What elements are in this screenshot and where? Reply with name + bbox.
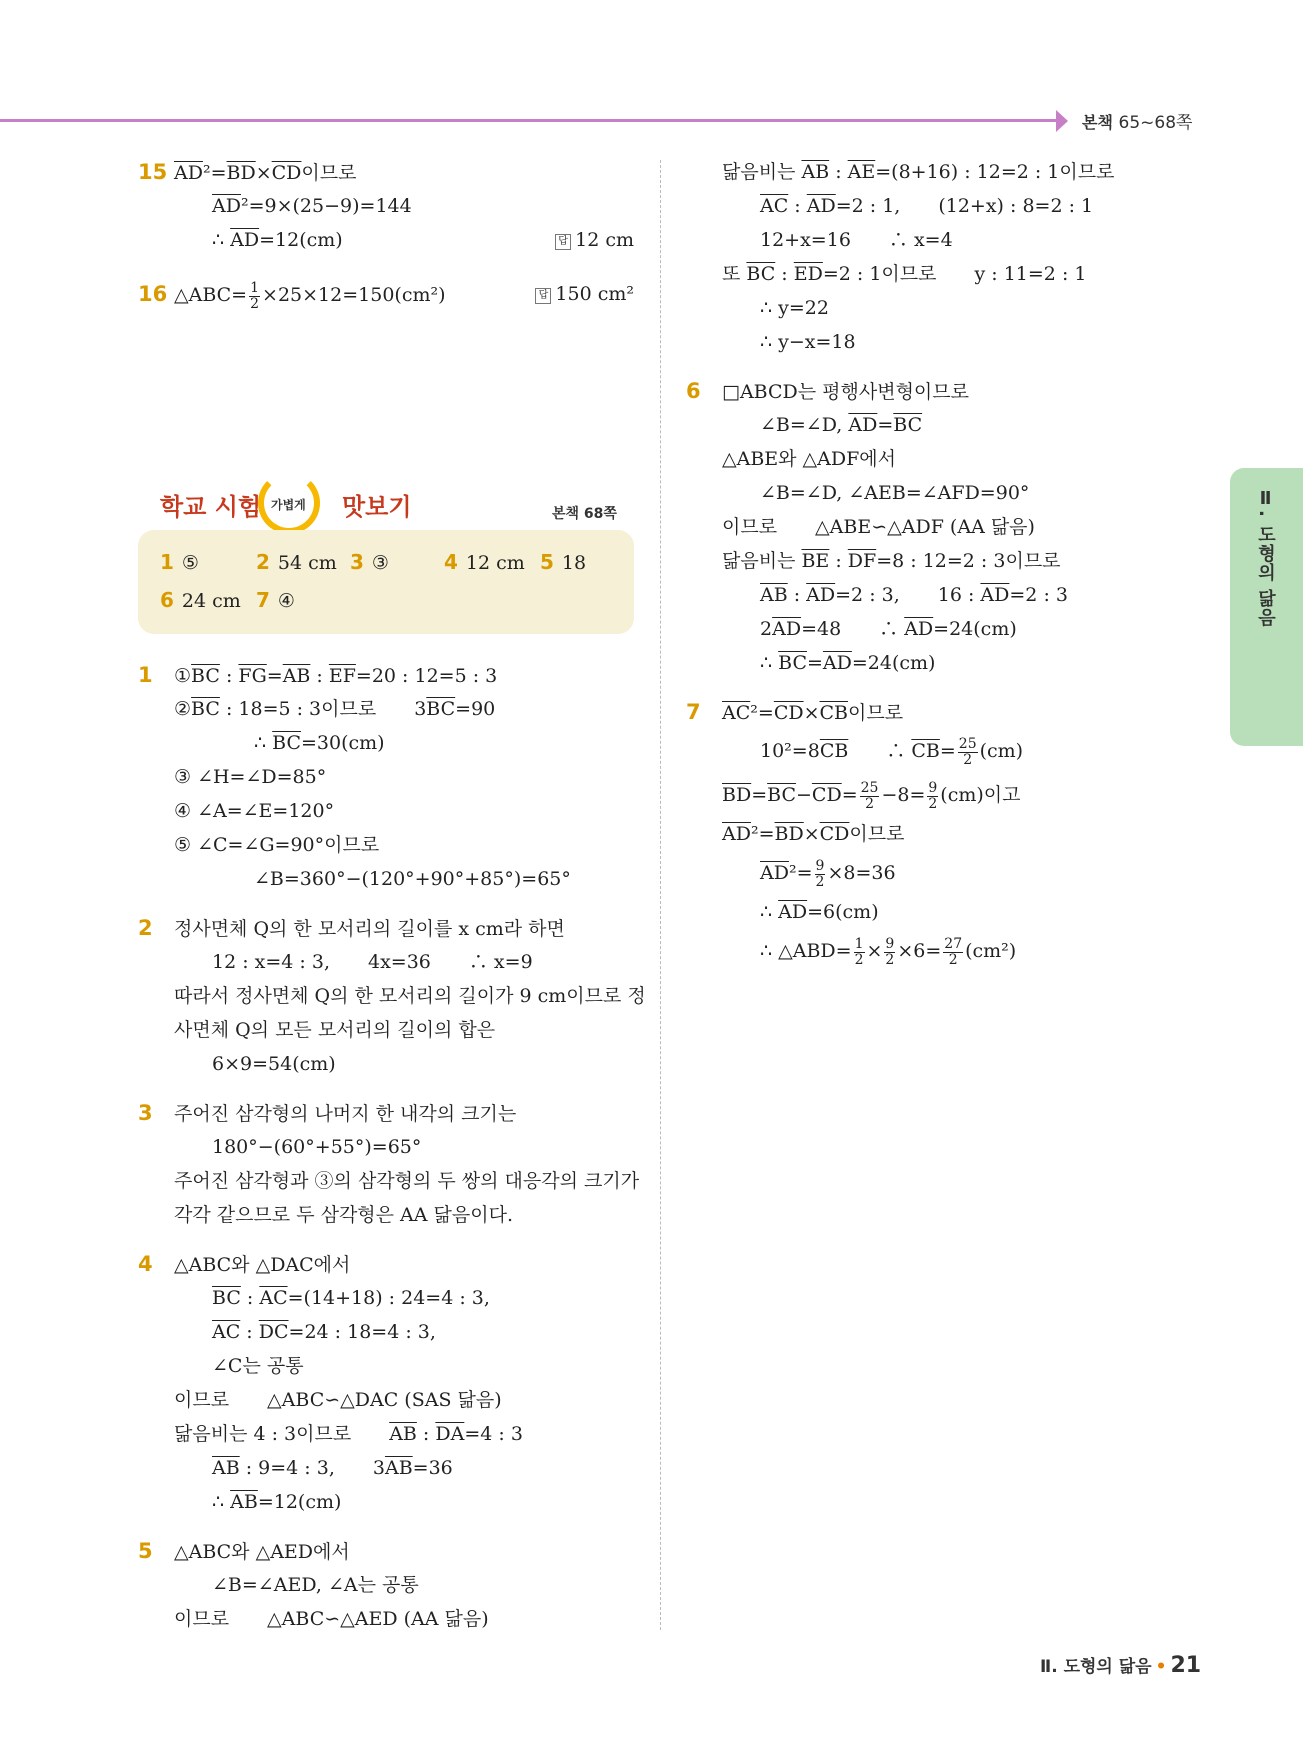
q1-line6: ⑤ ∠C=∠G=90°이므로 <box>174 834 380 856</box>
q2-line5: 6×9=54(cm) <box>212 1053 336 1075</box>
q1-line3: ∴ $\overline{BC}=30(cm)$ <box>254 732 385 754</box>
q1-line7: ∠B=360°−(120°+90°+85°)=65° <box>254 868 571 890</box>
quiz-title-mid: 가볍게 <box>271 498 306 512</box>
quick-answer-1: 1 ⑤ <box>160 550 199 574</box>
p15-line3: ∴ $\overline{AD}=12(cm)$ 답 12 cm <box>138 223 634 257</box>
q1-line5: ④ ∠A=∠E=120° <box>174 800 335 822</box>
q1-line1: 1 $①\overline{BC}$ : $\overline{FG}=\overline{AB}$ : $\overline{EF}=20$ : 12=5 : 3 <box>138 663 498 687</box>
left-solutions <box>138 658 646 1636</box>
right-solutions <box>686 155 1206 973</box>
q1-line2: $②\overline{BC}$ : 18=5 : 3이므로 $3\overline{BC}=90$ <box>174 698 496 720</box>
p15-answer: 답 12 cm <box>555 223 634 257</box>
quiz-title-part2: 맛보기 <box>342 493 412 521</box>
quiz-title-part1: 학교 시험 <box>160 493 262 521</box>
q4-line6: 닮음비는 4 : 3이므로 $\overline{AB}$ : $\overline{DA}=4$ : 3 <box>174 1423 523 1445</box>
q5-line2: ∠B=∠AED, ∠A는 공통 <box>212 1574 419 1596</box>
quick-answer-3: 3 ③ <box>350 550 389 574</box>
header-rule <box>0 119 1060 122</box>
quick-answer-4: 4 12 cm <box>444 550 525 574</box>
q5c-line4: 또 $\overline{BC}$ : $\overline{ED}=2$ : 1이므로 y : 11=2 : 1 <box>722 263 1087 285</box>
q5c-line1: 닮음비는 $\overline{AB}$ : $\overline{AE}=(8+16)$ : 12=2 : 1이므로 <box>722 161 1115 183</box>
quick-answer-2: 2 54 cm <box>256 550 337 574</box>
q7-line6: ∴ $\overline{AD}=6(cm)$ <box>760 901 879 923</box>
page-reference: 본책 65~68쪽 <box>1082 113 1193 133</box>
column-divider <box>660 160 661 1630</box>
q4-line7: $\overline{AB}$ : 9=4 : 3, $3\overline{AB}=36$ <box>212 1457 453 1479</box>
q6-line2: ∠B=∠D, $\overline{AD}=\overline{BC}$ <box>760 414 923 436</box>
q3-line3: 주어진 삼각형과 ③의 삼각형의 두 쌍의 대응각의 크기가 <box>174 1170 640 1192</box>
arrow-right-icon <box>1056 110 1068 132</box>
q5c-line3: 12+x=16 ∴ x=4 <box>760 229 953 251</box>
q7-line5: $\overline{AD}^2=$ $\frac{9}{2}$ ×8=36 <box>760 857 896 890</box>
page-number: 21 <box>1170 1653 1202 1678</box>
q7-line1: 7 $\overline{AC}^2=\overline{CD}\times\overline{CB}$이므로 <box>686 700 904 724</box>
q6-line3: △ABE와 △ADF에서 <box>722 448 897 470</box>
answer-mark-icon: 답 <box>555 234 571 250</box>
q6-line9: ∴ $\overline{BC}=\overline{AD}=24(cm)$ <box>760 652 936 674</box>
q6-line1: 6 □ABCD는 평행사변형이므로 <box>686 379 969 403</box>
q4-line3: $\overline{AC}$ : $\overline{DC}=24$ : 18=4 : 3, <box>212 1321 436 1343</box>
quick-answer-5: 5 18 <box>540 550 587 574</box>
q7-line3: $\overline{BD}=\overline{BC}-\overline{CD}=$ $\frac{25}{2}$ −8= $\frac{9}{2}$ (cm)이고 <box>722 779 1021 812</box>
q5c-line2: $\overline{AC}$ : $\overline{AD}=2$ : 1, (12+x) : 8=2 : 1 <box>760 195 1094 217</box>
q3-line2: 180°−(60°+55°)=65° <box>212 1136 422 1158</box>
q6-line7: $\overline{AB}$ : $\overline{AD}=2$ : 3, 16 : $\overline{AD}=2$ : 3 <box>760 584 1068 606</box>
problem-15-16 <box>138 155 634 316</box>
answer-mark-icon: 답 <box>535 288 551 304</box>
q3-line4: 각각 같으므로 두 삼각형은 AA 닮음이다. <box>174 1204 513 1226</box>
bullet-dot-icon: • <box>1155 1657 1167 1677</box>
quick-answer-6: 6 24 cm <box>160 588 241 612</box>
q5c-line5: ∴ y=22 <box>760 297 829 319</box>
chapter-side-tab: Ⅱ. 도형의 닮음 <box>1230 468 1303 746</box>
p15-line2: $\overline{AD}^2=9\times(25-9)=144$ <box>212 195 412 217</box>
q4-line8: ∴ $\overline{AB}=12(cm)$ <box>212 1491 342 1513</box>
p16-answer: 답 150 cm² <box>535 272 634 316</box>
p16-line1: 16 △ABC= $\frac{1}{2}$ ×25×12=150(cm²) 답 150 cm² <box>138 272 634 316</box>
q6-line4: ∠B=∠D, ∠AEB=∠AFD=90° <box>760 482 1030 504</box>
quick-answer-7: 7 ④ <box>256 588 295 612</box>
q7-line2: $10^2=8\overline{CB}$ ∴ $\overline{CB}=$ $\frac{25}{2}$ (cm) <box>760 735 1024 768</box>
q4-line5: 이므로 △ABC∽△DAC (SAS 닮음) <box>174 1389 502 1411</box>
quiz-page-reference: 본책 68쪽 <box>552 506 617 522</box>
q6-line6: 닮음비는 $\overline{BE}$ : $\overline{DF}=8$ : 12=2 : 3이므로 <box>722 550 1061 572</box>
q2-line2: 12 : x=4 : 3, 4x=36 ∴ x=9 <box>212 951 533 973</box>
q1-line4: ③ ∠H=∠D=85° <box>174 766 327 788</box>
page-footer: Ⅱ. 도형의 닮음 • 21 <box>1040 1653 1202 1678</box>
q6-line5: 이므로 △ABE∽△ADF (AA 닮음) <box>722 516 1035 538</box>
q5c-line6: ∴ y−x=18 <box>760 331 856 353</box>
q5-line3: 이므로 △ABC∽△AED (AA 닮음) <box>174 1608 489 1630</box>
q4-line4: ∠C는 공통 <box>212 1355 304 1377</box>
q7-line4: $\overline{AD}^2=\overline{BD}\times\overline{CD}$이므로 <box>722 823 905 845</box>
q2-line4: 사면체 Q의 모든 모서리의 길이의 합은 <box>174 1019 496 1041</box>
q4-line2: $\overline{BC}$ : $\overline{AC}=(14+18)$ : 24=4 : 3, <box>212 1287 490 1309</box>
p15-line1: 15 $\overline{AD}^2=\overline{BD}\times\overline{CD}$이므로 <box>138 160 357 184</box>
q6-line8: $2\overline{AD}=48$ ∴ $\overline{AD}=24(cm)$ <box>760 618 1017 640</box>
q2-line1: 2 정사면체 Q의 한 모서리의 길이를 x cm라 하면 <box>138 916 565 940</box>
q5-line1: 5 △ABC와 △AED에서 <box>138 1539 350 1563</box>
q2-line3: 따라서 정사면체 Q의 한 모서리의 길이가 9 cm이므로 정 <box>174 985 646 1007</box>
q7-line7: ∴ △ABD= $\frac{1}{2}$ × $\frac{9}{2}$ ×6= $\frac{27}{2}$ (cm²) <box>760 935 1017 968</box>
quick-answer-box <box>138 530 634 634</box>
q3-line1: 3 주어진 삼각형의 나머지 한 내각의 크기는 <box>138 1101 517 1125</box>
q4-line1: 4 △ABC와 △DAC에서 <box>138 1252 351 1276</box>
